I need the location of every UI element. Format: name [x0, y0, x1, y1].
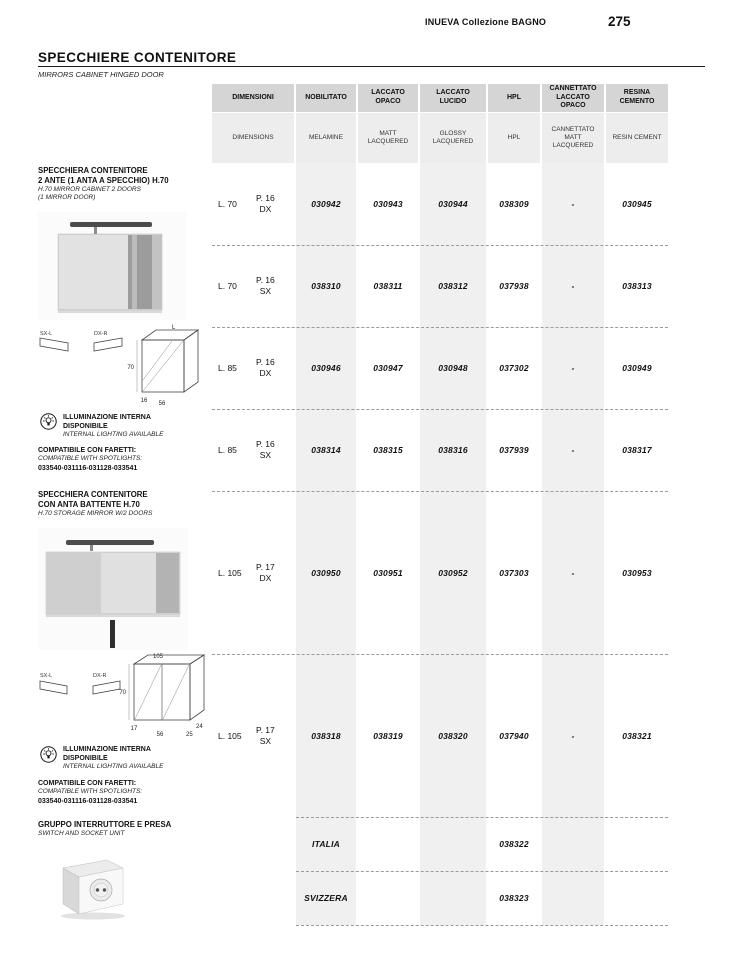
row-separator: [212, 654, 668, 655]
sx-l-label: SX-L: [40, 331, 53, 337]
depth-value: P. 16: [256, 275, 275, 286]
table-row: [212, 491, 668, 654]
depth-value: P. 16: [256, 193, 275, 204]
page-title: SPECCHIERE CONTENITORE: [38, 50, 237, 65]
sx-l-label: SX-L: [40, 673, 53, 679]
row-separator: [296, 871, 668, 872]
col-laccato-opaco: LACCATO OPACO: [358, 84, 418, 112]
code-matt-lacquered: 030951: [373, 567, 403, 578]
sx-door-shape: [40, 681, 67, 694]
code-hpl: 037302: [499, 363, 529, 373]
table-row: [212, 817, 668, 871]
section1-subtitle-line2: (1 MIRROR DOOR): [38, 194, 96, 202]
compat-en: COMPATIBLE WITH SPOTLIGHTS:: [38, 455, 143, 463]
table-row: [212, 871, 668, 925]
page-subtitle: MIRRORS CABINET HINGED DOOR: [38, 70, 164, 79]
empty-cell: [542, 871, 604, 925]
code-resin-cement: 030953: [622, 567, 652, 578]
dim-height-label: 70: [119, 690, 126, 696]
code-melamine: 038318: [311, 730, 341, 741]
empty-cell: [212, 871, 294, 925]
depth-value: P. 17: [256, 724, 275, 735]
country-label: ITALIA: [312, 839, 340, 849]
empty-cell: [212, 817, 294, 871]
row-separator: [296, 817, 668, 818]
compat-it: COMPATIBILE CON FARETTI:: [38, 780, 137, 787]
page-number: 275: [608, 14, 631, 29]
length-value: L. 85: [218, 445, 237, 455]
code-hpl: 037303: [499, 567, 529, 578]
table-header-en: [212, 113, 668, 163]
empty-cell: [606, 871, 668, 925]
dim-width-label: L: [172, 325, 176, 331]
lighting-it-line2: DISPONIBILE: [63, 423, 108, 431]
section1-lighting-note: [63, 413, 213, 440]
code-melamine: 038310: [311, 281, 341, 291]
dx-door-shape: [93, 681, 120, 694]
section1-heading: [38, 166, 212, 203]
section2-heading: [38, 490, 212, 518]
col-matt-lacquered: MATT LACQUERED: [358, 113, 418, 163]
collection-header: INUEVA Collezione BAGNO: [425, 17, 547, 27]
row-separator: [212, 409, 668, 410]
sx-door-shape: [40, 338, 68, 351]
length-value: L. 105: [218, 567, 242, 578]
compat-codes: 033540-031116-031128-033541: [38, 464, 138, 472]
empty-cell: [420, 871, 486, 925]
code-cannettato: -: [571, 567, 575, 578]
code-hpl: 038323: [499, 893, 529, 903]
side-value: SX: [259, 735, 272, 746]
code-melamine: 038314: [311, 445, 341, 455]
empty-cell: [420, 817, 486, 871]
code-hpl: 037940: [499, 730, 529, 741]
light-bulb-icon: [40, 413, 57, 430]
code-cannettato: -: [571, 730, 575, 741]
section1-compat-note: [38, 446, 218, 473]
product-photo-mirror-cabinet-2-doors: [38, 212, 186, 320]
code-cannettato: -: [571, 445, 575, 455]
code-matt-lacquered: 038311: [373, 281, 403, 291]
section2-subtitle: H.70 STORAGE MIRROR W/2 DOORS: [38, 509, 153, 517]
table-row: [212, 654, 668, 817]
product-photo-switch-socket-unit: [45, 842, 155, 922]
code-cannettato: -: [571, 281, 575, 291]
code-glossy-lacquered: 038320: [438, 730, 468, 741]
code-cannettato: -: [571, 199, 575, 209]
code-matt-lacquered: 038319: [373, 730, 403, 741]
col-glossy-lacquered: GLOSSY LACQUERED: [420, 113, 486, 163]
country-label: SVIZZERA: [304, 893, 348, 903]
section3-subtitle: SWITCH AND SOCKET UNIT: [38, 829, 125, 837]
length-value: L. 105: [218, 730, 242, 741]
dimension-cell: [212, 409, 294, 491]
dim-height-label: 70: [127, 365, 134, 371]
section3-title: GRUPPO INTERRUTTORE E PRESA: [38, 820, 172, 829]
depth-value: P. 17: [256, 561, 275, 572]
length-value: L. 70: [218, 281, 237, 291]
table-body: [212, 163, 668, 925]
col-resina-cemento: RESINA CEMENTO: [606, 84, 668, 112]
code-melamine: 030942: [311, 199, 341, 209]
code-melamine: 030946: [311, 363, 341, 373]
col-hpl: HPL: [488, 84, 540, 112]
lighting-it-line2: DISPONIBILE: [63, 755, 108, 763]
code-hpl: 038322: [499, 839, 529, 849]
lighting-it-line1: ILLUMINAZIONE INTERNA: [63, 746, 151, 753]
row-separator: [212, 327, 668, 328]
dx-r-label: DX-R: [93, 673, 107, 679]
code-matt-lacquered: 030943: [373, 199, 403, 209]
code-matt-lacquered: 030947: [373, 363, 403, 373]
dimension-cell: [212, 327, 294, 409]
code-hpl: 037939: [499, 445, 529, 455]
code-resin-cement: 038321: [622, 730, 652, 741]
dimension-cell: [212, 163, 294, 245]
depth-value: P. 16: [256, 439, 275, 450]
table-row: [212, 409, 668, 491]
table-header-it: [212, 84, 668, 112]
code-matt-lacquered: 038315: [373, 445, 403, 455]
dimension-diagram-section1: [38, 322, 208, 406]
length-value: L. 85: [218, 363, 237, 373]
dimension-cell: [212, 491, 294, 654]
title-rule: [38, 66, 705, 67]
dim-depth-label: 16: [140, 398, 148, 404]
col-melamine: MELAMINE: [296, 113, 356, 163]
code-melamine: 030950: [311, 567, 341, 578]
code-resin-cement: 038317: [622, 445, 652, 455]
compat-codes: 033540-031116-031128-033541: [38, 797, 138, 805]
section1-title-line1: SPECCHIERA CONTENITORE: [38, 166, 148, 175]
section1-title-line2: 2 ANTE (1 ANTA A SPECCHIO) H.70: [38, 175, 169, 185]
section1-subtitle-line1: H.70 MIRROR CABINET 2 DOORS: [38, 185, 141, 193]
compat-it: COMPATIBILE CON FARETTI:: [38, 447, 137, 454]
dx-door-shape: [94, 338, 122, 351]
dimension-cell: [212, 654, 294, 817]
dx-r-label: DX-R: [94, 331, 108, 337]
dim-width-label: 105: [152, 654, 164, 660]
col-cannettato: CANNETTATO LACCATO OPACO: [542, 84, 604, 112]
lighting-en: INTERNAL LIGHTING AVAILABLE: [63, 431, 164, 439]
empty-cell: [606, 817, 668, 871]
table-row: [212, 327, 668, 409]
code-resin-cement: 030949: [622, 363, 652, 373]
col-cannettato-en: CANNETTATO MATT LACQUERED: [542, 113, 604, 163]
side-value: DX: [259, 572, 272, 583]
col-nobilitato: NOBILITATO: [296, 84, 356, 112]
side-value: SX: [259, 450, 272, 460]
col-hpl-en: HPL: [488, 113, 540, 163]
dim-depth2-label: 56: [156, 732, 164, 738]
lighting-en: INTERNAL LIGHTING AVAILABLE: [63, 763, 164, 771]
row-separator: [212, 245, 668, 246]
row-separator: [296, 925, 668, 926]
code-cannettato: -: [571, 363, 575, 373]
col-dimensioni: DIMENSIONI: [212, 84, 294, 112]
side-value: SX: [259, 286, 272, 296]
section3-heading: [38, 820, 238, 838]
dim-inner-width-label: 56: [158, 401, 166, 406]
section2-lighting-note: [63, 745, 213, 772]
side-value: DX: [259, 368, 272, 378]
section2-compat-note: [38, 779, 218, 806]
code-resin-cement: 038313: [622, 281, 652, 291]
dim-r1-label: 24: [196, 724, 203, 730]
dimension-cell: [212, 245, 294, 327]
code-resin-cement: 030945: [622, 199, 652, 209]
product-table: [212, 84, 668, 925]
col-dimensions: DIMENSIONS: [212, 113, 294, 163]
code-hpl: 038309: [499, 199, 529, 209]
section2-title-line1: SPECCHIERA CONTENITORE: [38, 490, 148, 499]
product-photo-storage-mirror-2-doors: [38, 528, 188, 650]
empty-cell: [358, 817, 418, 871]
code-hpl: 037938: [499, 281, 529, 291]
col-resin-cement: RESIN CEMENT: [606, 113, 668, 163]
code-glossy-lacquered: 030952: [438, 567, 468, 578]
code-glossy-lacquered: 030944: [438, 199, 468, 209]
table-row: [212, 163, 668, 245]
col-laccato-lucido: LACCATO LUCIDO: [420, 84, 486, 112]
section2-title-line2: CON ANTA BATTENTE H.70: [38, 499, 140, 509]
dim-r2-label: 25: [186, 732, 193, 738]
empty-cell: [358, 871, 418, 925]
code-glossy-lacquered: 030948: [438, 363, 468, 373]
row-separator: [212, 491, 668, 492]
empty-cell: [542, 817, 604, 871]
table-row: [212, 245, 668, 327]
side-value: DX: [259, 204, 272, 214]
compat-en: COMPATIBLE WITH SPOTLIGHTS:: [38, 788, 143, 796]
light-bulb-icon: [40, 746, 57, 763]
code-glossy-lacquered: 038316: [438, 445, 468, 455]
depth-value: P. 16: [256, 357, 275, 368]
dim-depth1-label: 17: [130, 726, 138, 732]
lighting-it-line1: ILLUMINAZIONE INTERNA: [63, 414, 151, 421]
length-value: L. 70: [218, 199, 237, 209]
code-glossy-lacquered: 038312: [438, 281, 468, 291]
dimension-diagram-section2: [38, 650, 214, 742]
